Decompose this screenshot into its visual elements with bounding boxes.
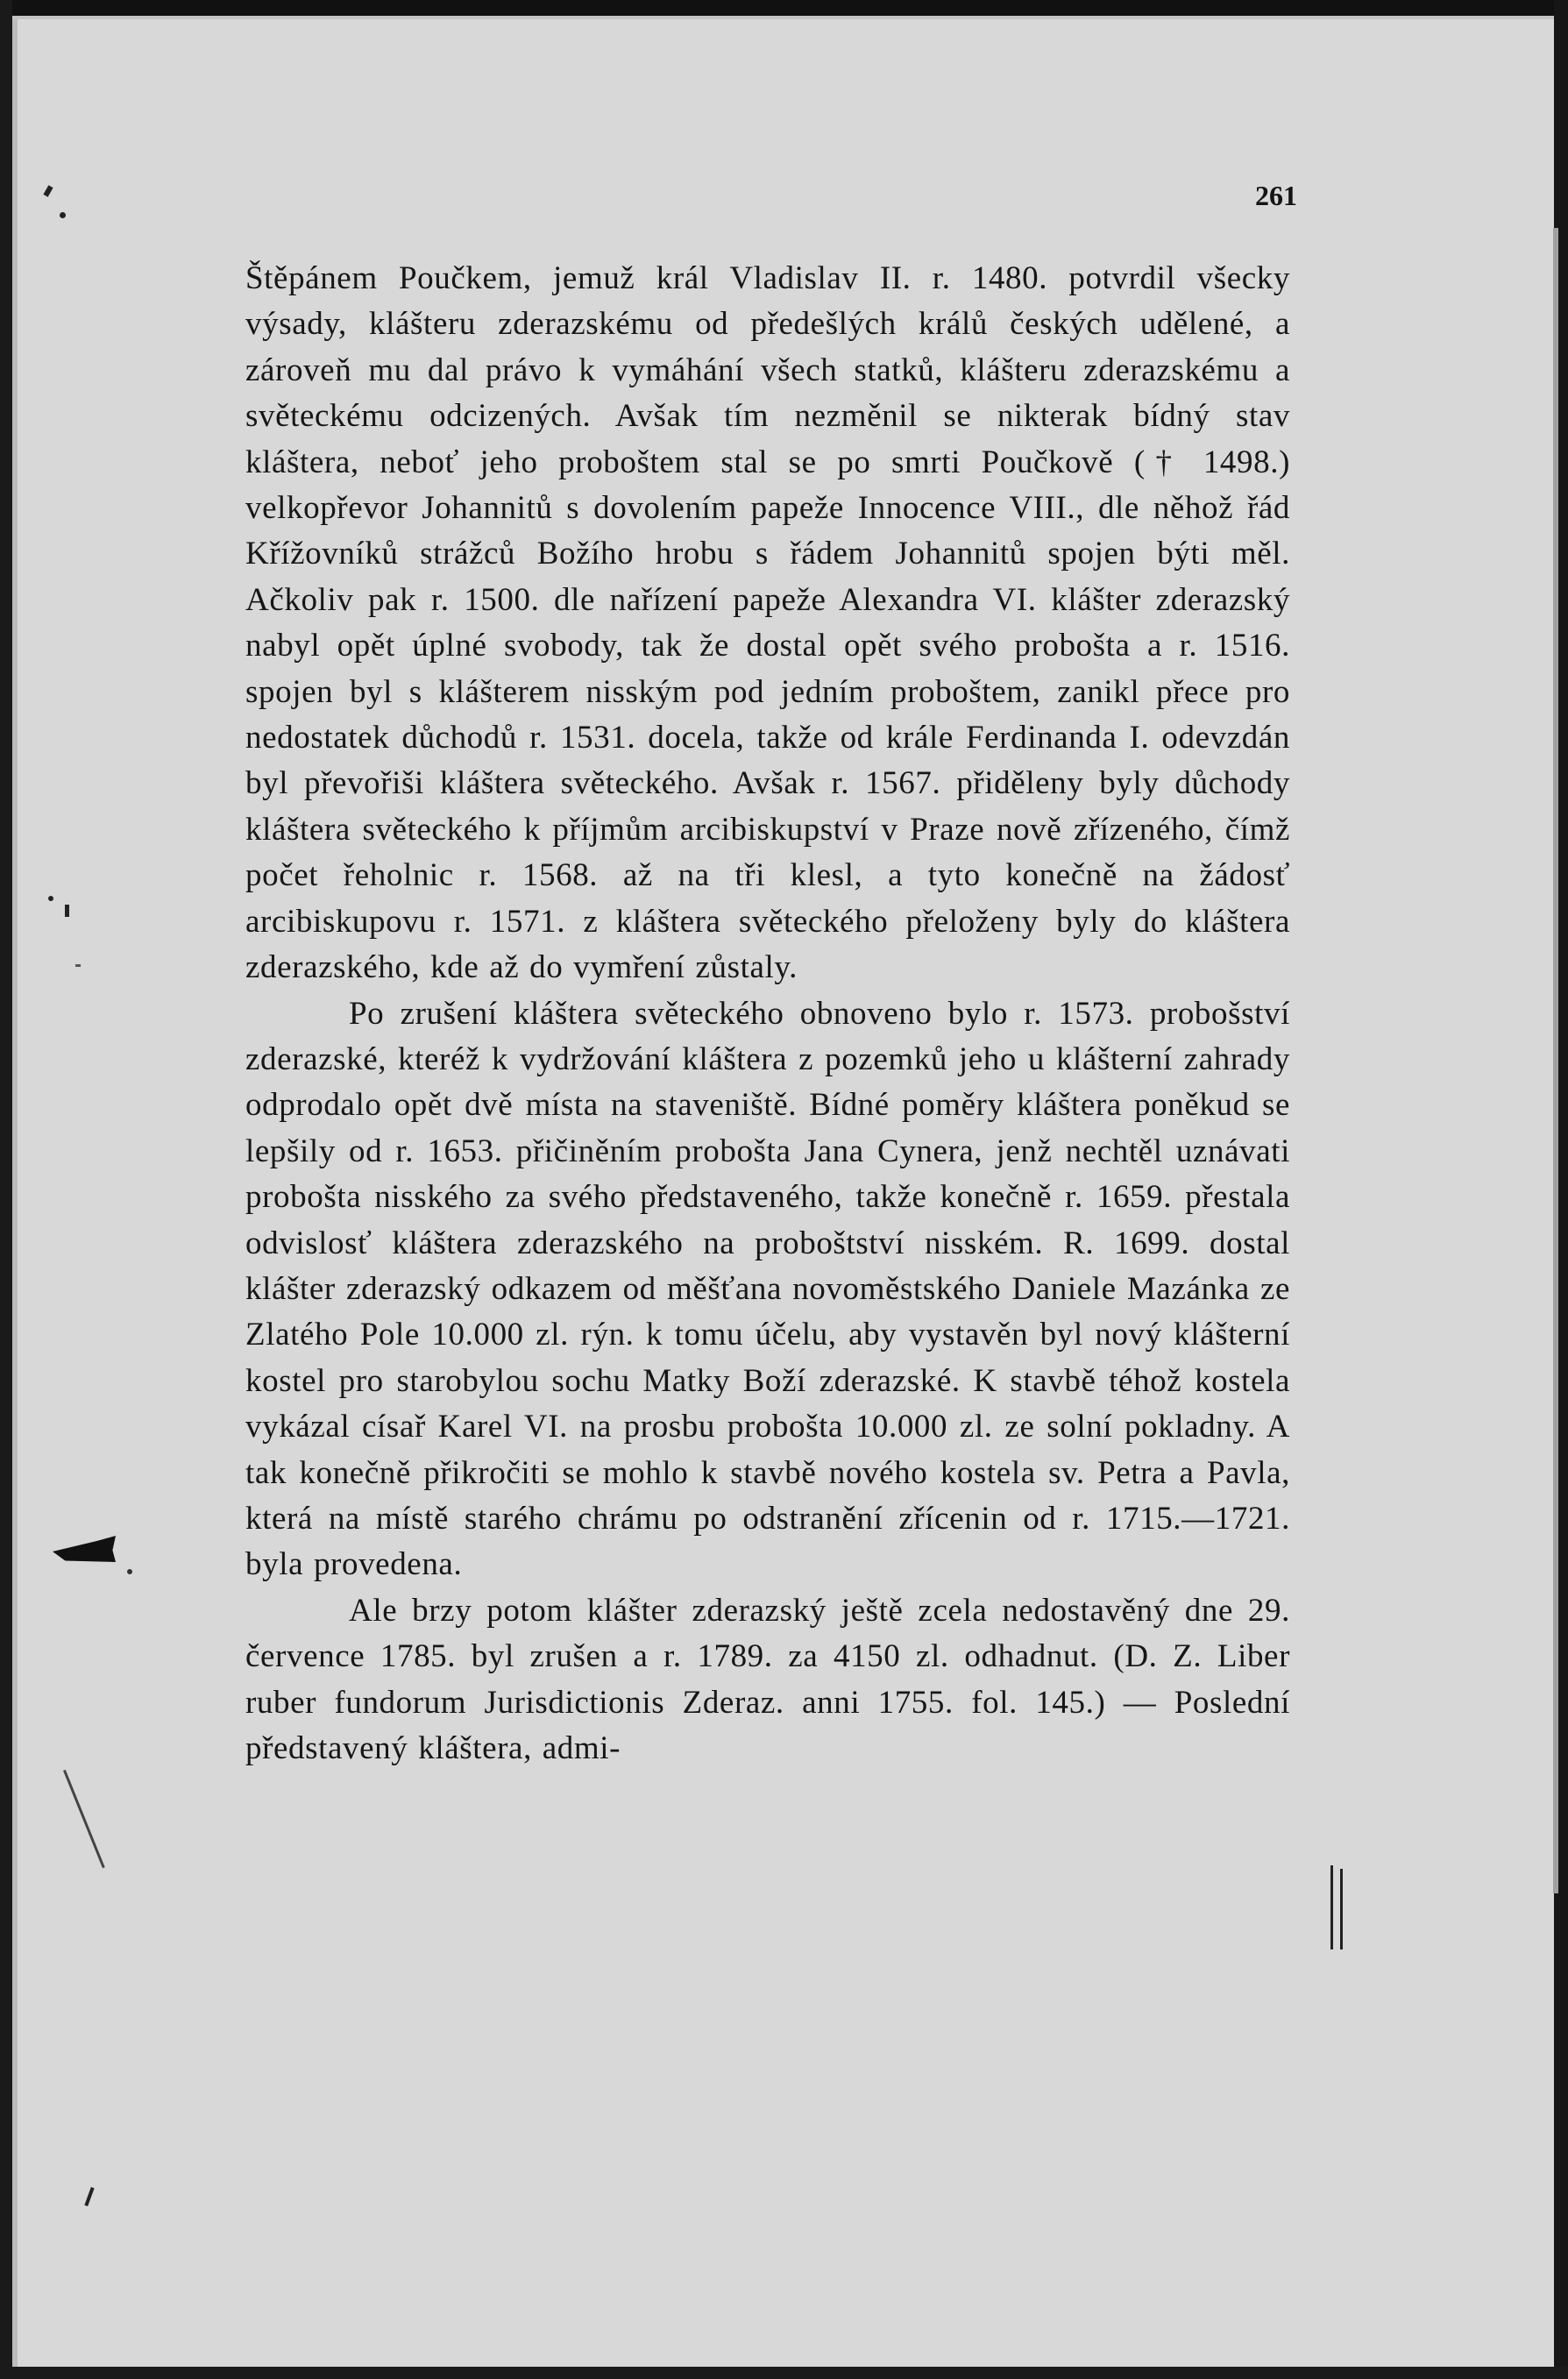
scan-speck (75, 964, 81, 967)
page-number: 261 (1255, 180, 1297, 211)
scan-border-left (0, 0, 12, 2379)
page-edge-top (12, 16, 1554, 19)
paragraph: Ale brzy potom klášter zderazský ještě zcela nedostavěný dne 29. července 1785. byl zrušen a r. 1789. za 4150 zl. odhadnut. (D. Z. Liber ruber fundorum Jurisdictionis Zderaz. anni 1755. fol. 145.) — Poslední představený kláštera, admi- (245, 1592, 1290, 1766)
margin-line (1330, 1865, 1333, 1949)
ink-blot (53, 1536, 116, 1562)
page-shadow-right (1553, 228, 1558, 1893)
scan-border-top (0, 0, 1568, 16)
scan-speck (48, 896, 53, 901)
page-edge-left (12, 16, 18, 2367)
margin-line (1340, 1869, 1343, 1949)
scan-speck (43, 185, 53, 196)
scan-speck (127, 1569, 132, 1574)
scan-speck (60, 212, 66, 218)
body-text (245, 256, 1290, 1772)
paragraph: Po zrušení kláštera světeckého obnoveno bylo r. 1573. probošství zderazské, kteréž k vydržování kláštera z pozemků jeho u klášterní zahrady odprodalo opět dvě místa na staveniště. Bídné poměry kláštera poněkud se lepšily od r. 1653. přičiněním probošta Jana Cynera, jenž nechtěl uznávati probošta nisského za svého představeného, takže konečně r. 1659. přestala odvislosť kláštera zderazského na proboštství nisském. R. 1699. dostal klášter zderazský odkazem od měšťana novoměstského Daniele Mazánka ze Zlatého Pole 10.000 zl. rýn. k tomu účelu, aby vystavěn byl nový klášterní kostel pro starobylou sochu Matky Boží zderazské. K stavbě téhož kostela vykázal císař Karel VI. na prosbu probošta 10.000 zl. ze solní pokladny. A tak konečně přikročiti se mohlo k stavbě nového kostela sv. Petra a Pavla, která na místě starého chrámu po odstranění zřícenin od r. 1715.—1721. byla provedena. (245, 995, 1290, 1583)
scan-speck (65, 905, 69, 917)
pencil-stroke (63, 1770, 105, 1868)
paragraph: Štěpánem Poučkem, jemuž král Vladislav II. r. 1480. potvrdil všecky výsady, klášteru zderazskému od předešlých králů českých udělené, a zároveň mu dal právo k vymáhání všech statků, klášteru zderazskému a světeckému odcizených. Avšak tím nezměnil se nikterak bídný stav kláštera, neboť jeho proboštem stal se po smrti Poučkově († 1498.) velkopřevor Johannitů s dovolením papeže Innocence VIII., dle něhož řád Křížovníků strážců Božího hrobu s řádem Johannitů spojen býti měl. Ačkoliv pak r. 1500. dle nařízení papeže Alexandra VI. klášter zderazský nabyl opět úplné svobody, tak že dostal opět svého probošta a r. 1516. spojen byl s klášterem nisským pod jedním proboštem, zanikl přece pro nedostatek důchodů r. 1531. docela, takže od krále Ferdinanda I. odevzdán byl převořiši kláštera světeckého. Avšak r. 1567. přiděleny byly důchody kláštera světeckého k příjmům arcibiskupství v Praze nově zřízeného, čímž počet řeholnic r. 1568. až na tři klesl, a tyto konečně na žádosť arcibiskupovu r. 1571. z kláštera světeckého přeloženy byly do kláštera zderazského, kde až do vymření zůstaly. (245, 260, 1290, 986)
scan-border-bottom (0, 2367, 1568, 2379)
scan-speck (84, 2187, 94, 2206)
